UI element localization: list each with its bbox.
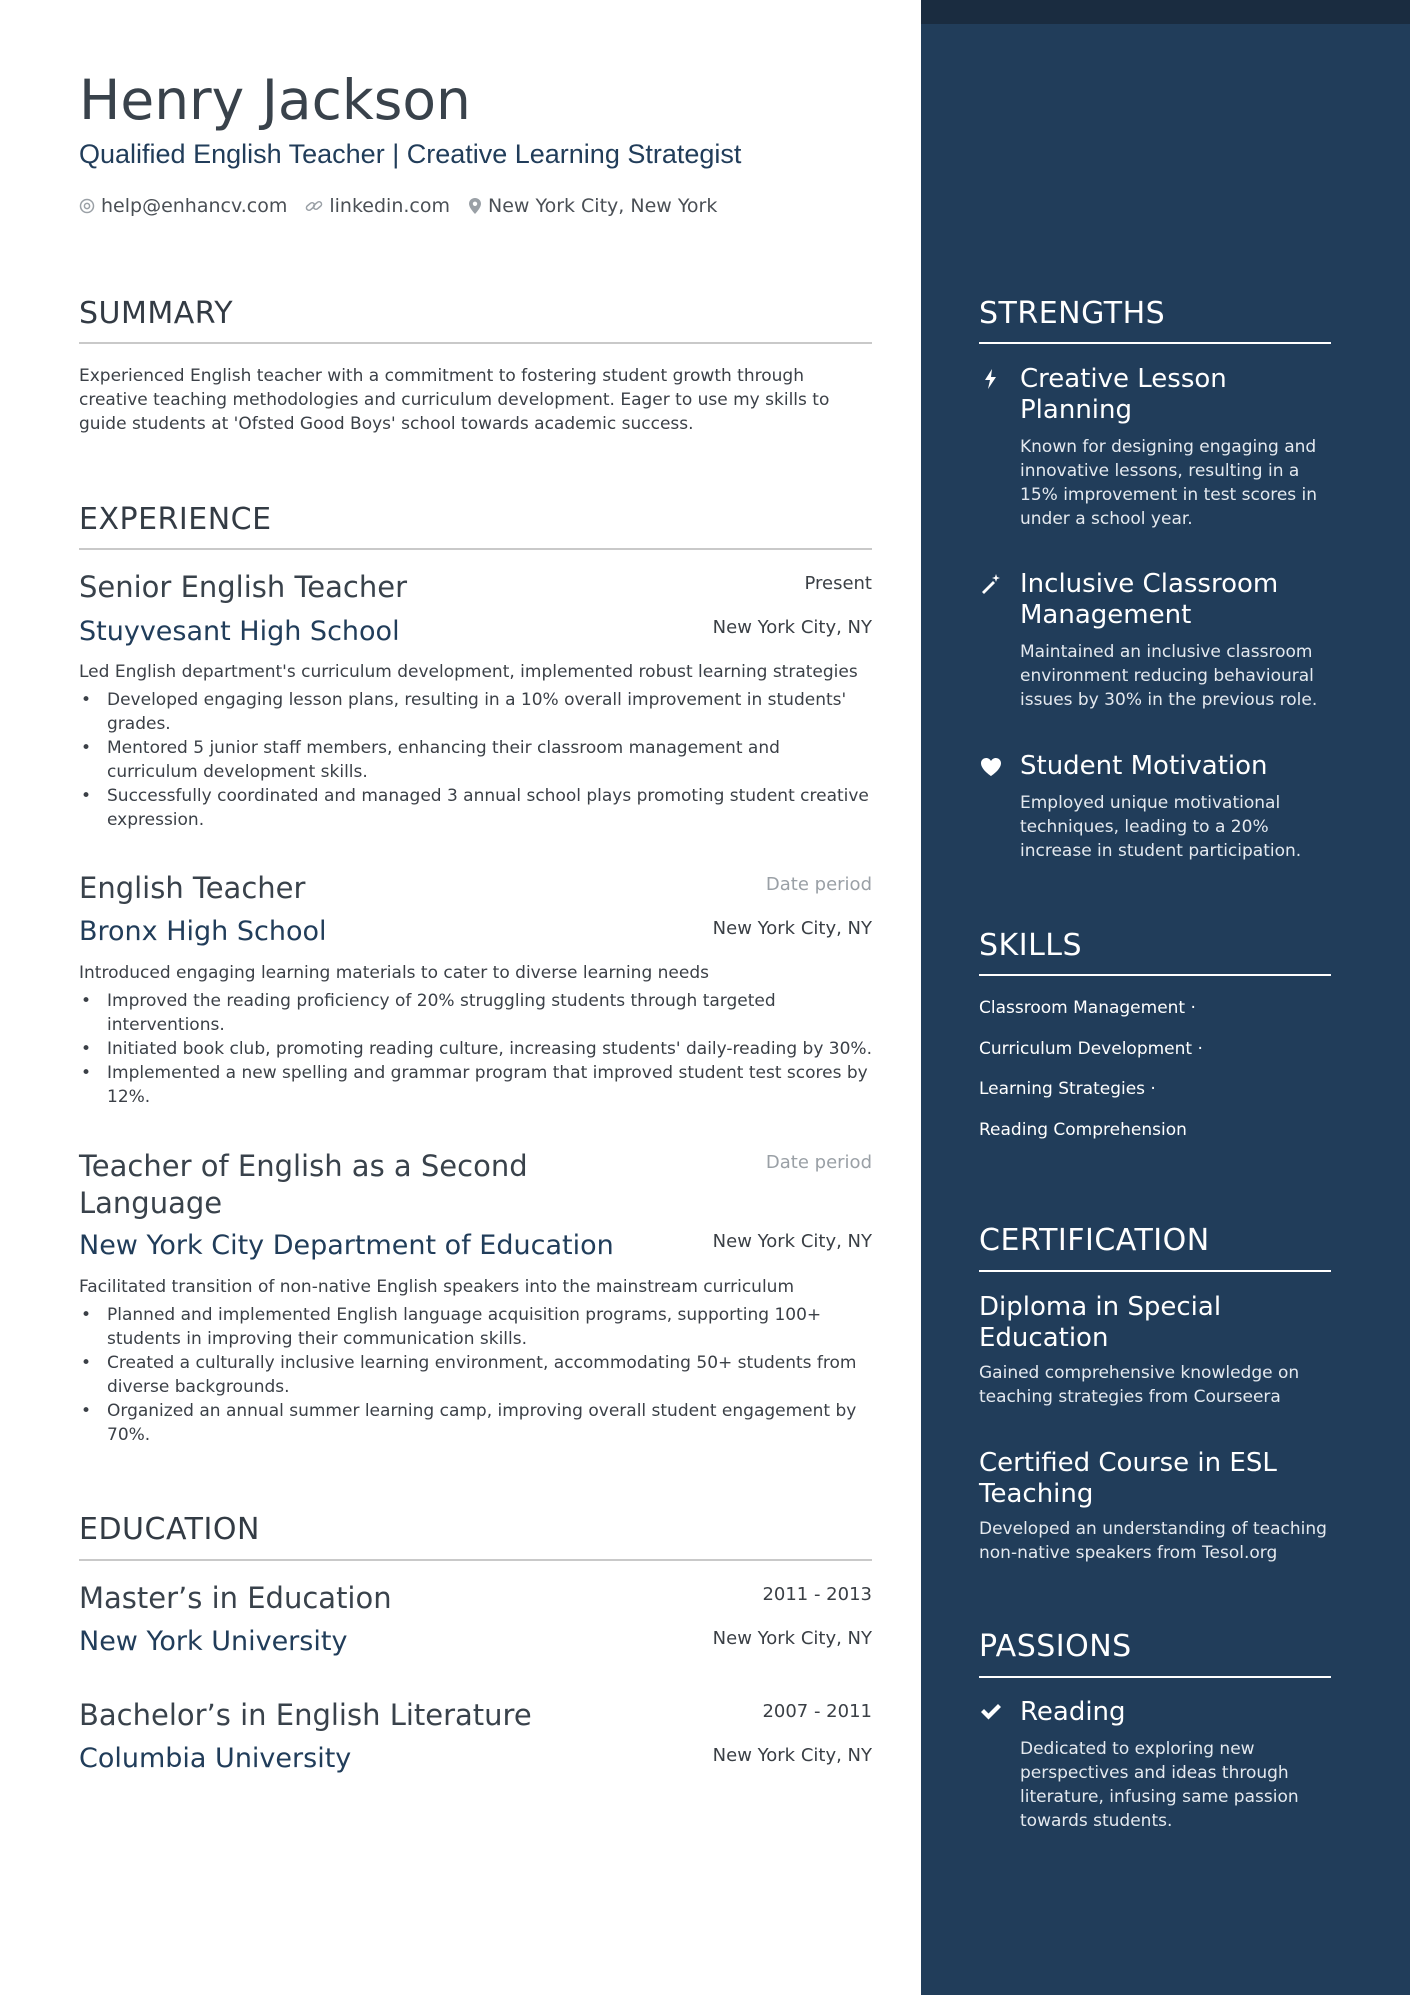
achievement-item: • Improved the reading proficiency of 20% struggling students through targeted interventions. — [79, 989, 874, 1037]
achievement-item: • Planned and implemented English language acquisition programs, supporting 100+ students in improving their communication skills. — [79, 1303, 874, 1351]
headline: Qualified English Teacher | Creative Learning Strategist — [79, 139, 742, 169]
job-description: Facilitated transition of non-native English speakers into the mainstream curriculum — [79, 1277, 795, 1297]
strength-description: Known for designing engaging and innovative lessons, resulting in a 15% improvement in test scores in under a school year. — [1020, 437, 1318, 529]
education-divider — [79, 1559, 872, 1561]
company-name: Bronx High School — [79, 916, 327, 947]
job-date: Date period — [765, 1152, 872, 1173]
job-location: New York City, NY — [712, 1231, 872, 1252]
skill-tag: Curriculum Development · — [979, 1039, 1203, 1059]
at-icon — [79, 198, 95, 214]
achievement-item: • Implemented a new spelling and grammar program that improved student test scores by 12%. — [79, 1061, 874, 1109]
job-date: Present — [804, 573, 872, 594]
education-location: New York City, NY — [712, 1745, 872, 1766]
strength-title: Student Motivation — [1020, 751, 1268, 781]
achievement-list — [79, 1303, 874, 1447]
job-description: Introduced engaging learning materials to cater to diverse learning needs — [79, 963, 709, 983]
summary-heading: SUMMARY — [79, 296, 234, 331]
certification-heading: CERTIFICATION — [979, 1223, 1210, 1258]
skill-tag: Reading Comprehension — [979, 1120, 1187, 1140]
passions-divider — [979, 1676, 1331, 1678]
company-name: Stuyvesant High School — [79, 616, 400, 647]
education-location: New York City, NY — [712, 1628, 872, 1649]
strength-description: Maintained an inclusive classroom environment reducing behavioural issues by 30% in the previous role. — [1020, 642, 1318, 710]
magic-wand-icon — [979, 572, 1003, 596]
location-text: New York City, New York — [488, 195, 718, 217]
degree: Master’s in Education — [79, 1581, 392, 1615]
contact-bar — [79, 191, 735, 221]
achievement-list — [79, 688, 874, 832]
contact-location — [468, 191, 717, 221]
certification-title: Diploma in Special Education — [979, 1292, 1222, 1353]
passions-heading: PASSIONS — [979, 1629, 1132, 1664]
certification-description: Developed an understanding of teaching non-native speakers from Tesol.org — [979, 1519, 1327, 1563]
strength-title: Inclusive Classroom Management — [1020, 569, 1279, 630]
skill-tag: Classroom Management · — [979, 998, 1196, 1018]
certification-divider — [979, 1270, 1331, 1272]
achievement-item: • Developed engaging lesson plans, resulting in a 10% overall improvement in students' grades. — [79, 688, 874, 736]
passion-description: Dedicated to exploring new perspectives and ideas through literature, infusing same passion towards students. — [1020, 1739, 1299, 1831]
certification-title: Certified Course in ESL Teaching — [979, 1448, 1277, 1509]
lightning-icon — [979, 367, 1003, 391]
linkedin-text: linkedin.com — [329, 195, 450, 217]
candidate-name: Henry Jackson — [79, 68, 471, 132]
experience-heading: EXPERIENCE — [79, 502, 272, 537]
achievement-item: • Initiated book club, promoting reading culture, increasing students' daily-reading by 30%. — [79, 1037, 874, 1061]
passion-title: Reading — [1020, 1697, 1126, 1727]
education-date: 2011 - 2013 — [762, 1584, 872, 1605]
checkmark-icon — [979, 1700, 1003, 1724]
school-name: Columbia University — [79, 1743, 352, 1774]
sidebar-top-band — [921, 0, 1410, 24]
strength-title: Creative Lesson Planning — [1020, 364, 1227, 425]
heart-icon — [979, 755, 1003, 779]
education-heading: EDUCATION — [79, 1512, 260, 1547]
email-text: help@enhancv.com — [101, 195, 288, 217]
summary-text: Experienced English teacher with a commitment to fostering student growth through creative teaching methodologies and curriculum development. Eager to use my skills to guide students at 'Ofsted Good Boys' school towards academic success. — [79, 366, 830, 434]
skills-divider — [979, 974, 1331, 976]
experience-divider — [79, 548, 872, 550]
achievement-item: • Mentored 5 junior staff members, enhancing their classroom management and curriculum development skills. — [79, 736, 874, 784]
company-name: New York City Department of Education — [79, 1230, 614, 1261]
contact-linkedin[interactable] — [305, 191, 450, 221]
skills-heading: SKILLS — [979, 928, 1083, 963]
school-name: New York University — [79, 1626, 348, 1657]
achievement-list — [79, 989, 874, 1109]
strength-description: Employed unique motivational techniques, leading to a 20% increase in student participation. — [1020, 793, 1302, 861]
certification-description: Gained comprehensive knowledge on teaching strategies from Courseera — [979, 1363, 1300, 1407]
job-location: New York City, NY — [712, 617, 872, 638]
job-title: English Teacher — [79, 871, 306, 905]
strengths-divider — [979, 342, 1331, 344]
link-icon — [305, 198, 323, 214]
achievement-item: • Created a culturally inclusive learning environment, accommodating 50+ students from diverse backgrounds. — [79, 1351, 874, 1399]
summary-divider — [79, 342, 872, 344]
job-date: Date period — [765, 874, 872, 895]
achievement-item: • Successfully coordinated and managed 3 annual school plays promoting student creative expression. — [79, 784, 874, 832]
job-title: Teacher of English as a Second Language — [79, 1149, 528, 1220]
degree: Bachelor’s in English Literature — [79, 1698, 532, 1732]
achievement-item: • Organized an annual summer learning camp, improving overall student engagement by 70%. — [79, 1399, 874, 1447]
job-title: Senior English Teacher — [79, 570, 407, 604]
contact-email[interactable] — [79, 191, 287, 221]
job-location: New York City, NY — [712, 918, 872, 939]
location-pin-icon — [468, 197, 482, 215]
education-date: 2007 - 2011 — [762, 1701, 872, 1722]
job-description: Led English department's curriculum development, implemented robust learning strategies — [79, 662, 858, 682]
skill-tag: Learning Strategies · — [979, 1079, 1156, 1099]
strengths-heading: STRENGTHS — [979, 296, 1166, 331]
